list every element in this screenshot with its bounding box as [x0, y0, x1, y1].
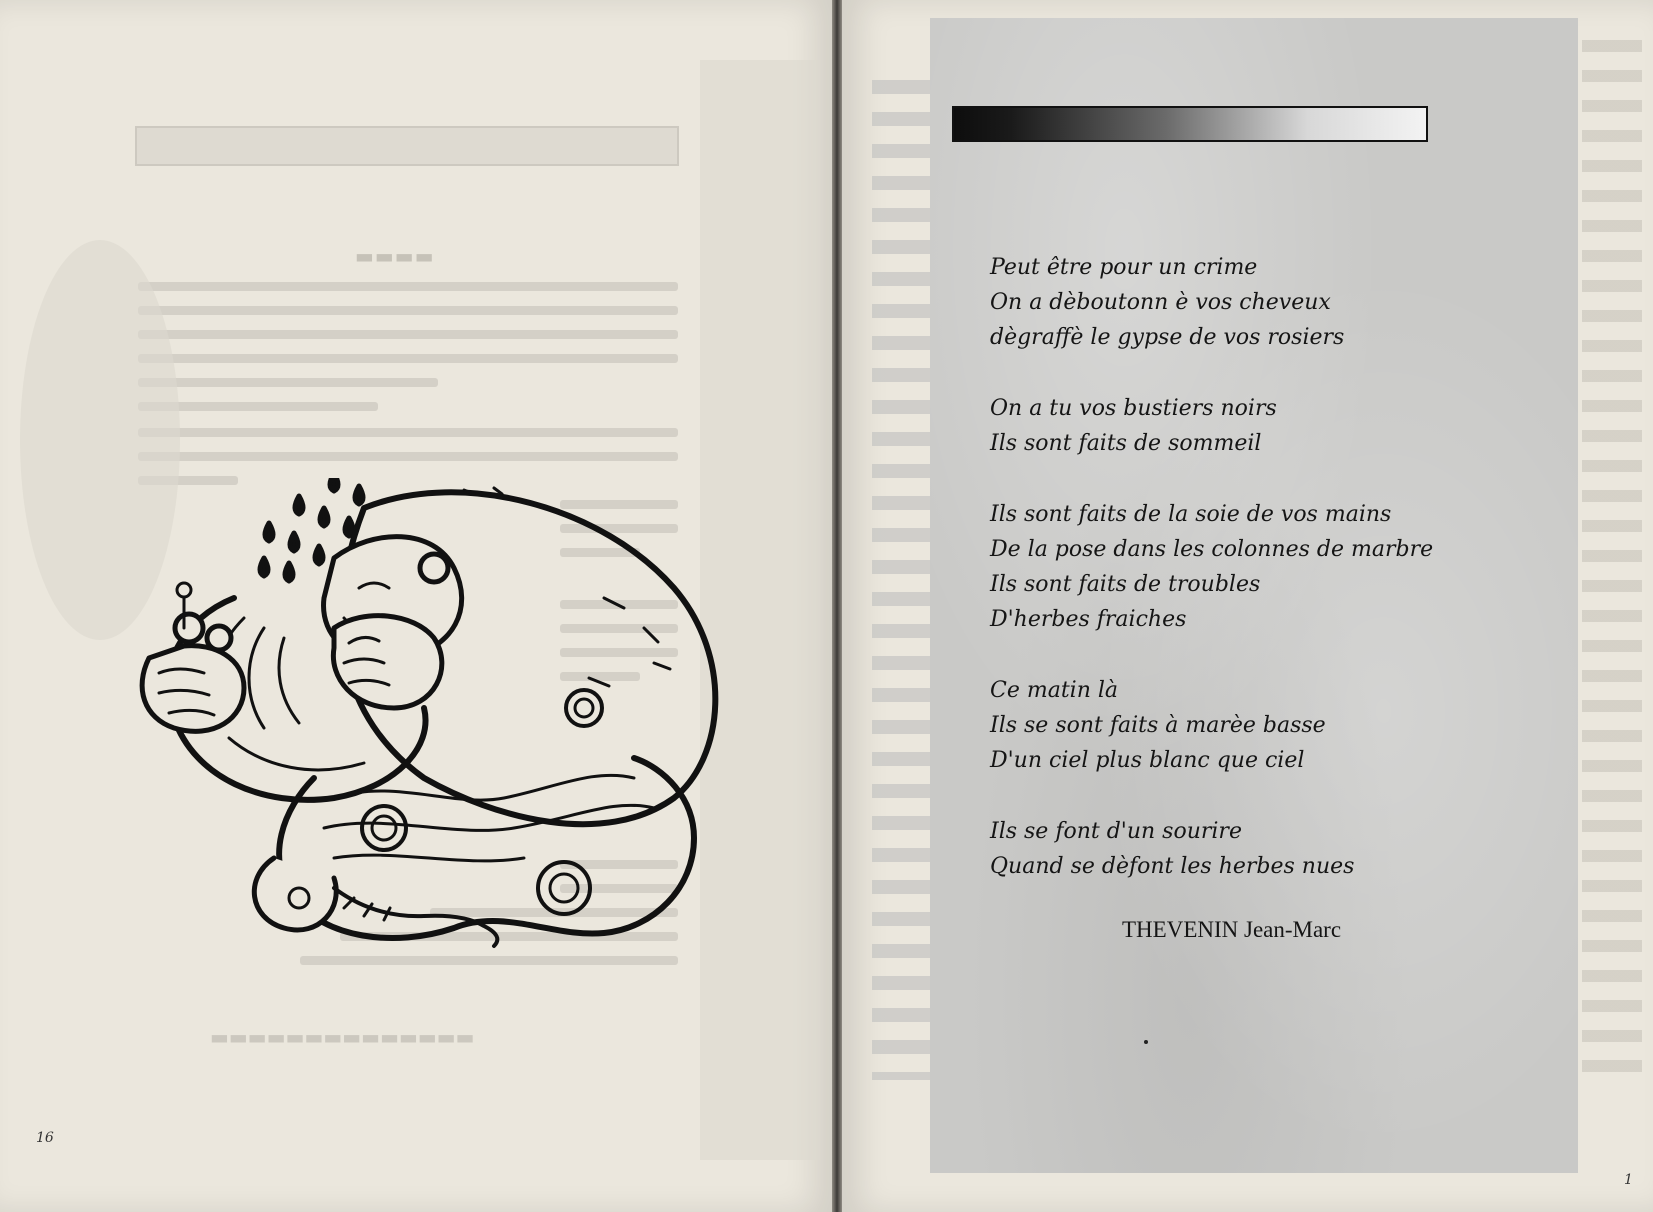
poem-line: Quand se dèfont les herbes nues [990, 854, 1355, 879]
poem-line: On a dèboutonn è vos cheveux [990, 290, 1331, 315]
poem-author: THEVENIN Jean-Marc [1122, 917, 1342, 942]
poem-stanza-3 [990, 497, 1510, 637]
poem-line: dègraffè le gypse de vos rosiers [990, 325, 1345, 350]
right-page [842, 0, 1653, 1212]
poem-line: D'herbes fraiches [990, 607, 1187, 632]
poem-line: De la pose dans les colonnes de marbre [990, 537, 1434, 562]
gradient-title-bar [952, 106, 1428, 142]
bleed-through-title: ▬▬▬▬ [355, 244, 435, 268]
poem-line: On a tu vos bustiers noirs [990, 396, 1277, 421]
poem-stanza-4 [990, 673, 1510, 778]
sleeping-bear-drawing-icon [134, 478, 746, 998]
poem-line: Ils se sont faits à marèe basse [990, 713, 1326, 738]
bleed-through-header [135, 126, 679, 166]
book-gutter [832, 0, 842, 1212]
poem-line: Ils sont faits de sommeil [990, 431, 1262, 456]
poem-line: D'un ciel plus blanc que ciel [990, 748, 1305, 773]
poem-stanza-1 [990, 250, 1510, 355]
poem-stanza-2 [990, 391, 1510, 461]
poem-line: Ils se font d'un sourire [990, 819, 1242, 844]
bleed-through-column-right [1582, 40, 1642, 1090]
poem-line: Ce matin là [990, 678, 1119, 703]
poem-line: Peut être pour un crime [990, 255, 1258, 280]
right-page-number: 1 [1624, 1172, 1633, 1188]
bleed-through-signature: ▬▬▬▬▬▬▬▬▬▬▬▬▬▬ [210, 1025, 475, 1049]
poem-stanza-5 [990, 814, 1510, 884]
poem-line: Ils sont faits de la soie de vos mains [990, 502, 1392, 527]
left-page-number: 16 [36, 1130, 54, 1146]
ink-speck [1144, 1040, 1148, 1044]
poem [990, 250, 1510, 920]
poem-line: Ils sont faits de troubles [990, 572, 1261, 597]
